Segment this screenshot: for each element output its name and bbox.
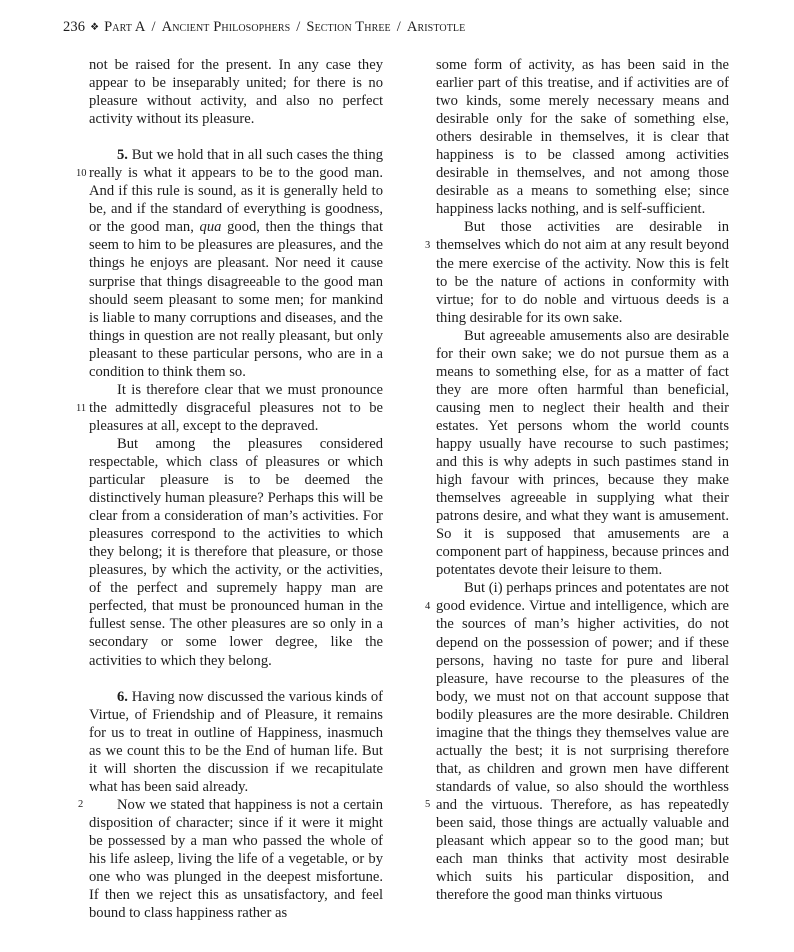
margin-number: 2	[78, 799, 84, 810]
paragraph: not be raised for the present. In any case they appear to be inseparably united; for there is no pleasure without activity, and also no perfect activity without its pleasure.	[89, 57, 383, 128]
header-separator: /	[151, 19, 156, 35]
margin-number: 10	[76, 168, 87, 179]
running-header	[63, 19, 754, 39]
paragraph: some form of activity, as has been said in the earlier part of this treatise, and if activities are of two kinds, some merely necessary means and desirable only for the sake of something else, others desirable in themselves, it is clear that happiness is to be classed among activities desirable in themselves, and not among those desirable as a means to something else; since happiness lacks nothing, and is self-sufficient.	[436, 57, 729, 218]
page-number: 236	[63, 19, 86, 35]
diamond-ornament-icon: ❖	[90, 22, 100, 33]
paragraph-text: good, then the things that seem to him to be pleasures are pleasures, and the things he enjoys are pleasant. Nor need it cause surprise that things disagreeable to the good man should seem pleasant to some men; for mankind is liable to many corruptions and diseases, and the things in question are not really pleasant, but only pleasant to these particular persons, who are in a condition to think them so.	[89, 219, 383, 380]
margin-number: 4	[425, 601, 431, 612]
paragraph: But (i) perhaps princes and potentates are not good evidence. Virtue and intelligence, which are the sources of man’s higher activities, do not depend on the possession of power; and if these persons, having no taste for pure and liberal pleasure, have recourse to the pleasures of the body, we must not on that account suppose that bodily pleasures are the more desirable. Children imagine that the things they themselves value are actually the best; it is not surprising therefore that, as children and grown men have different standards of value, so also should the worthless and the virtuous. Therefore, as has repeatedly been said, those things are actually valuable and pleasant which appear so to the good man; but each man thinks that activity most desirable which suits his particular disposition, and therefore the good man thinks virtuous	[436, 580, 729, 904]
paragraph: But agreeable amusements also are desirable for their own sake; we do not pursue them as a means to something else, for as a matter of fact they are more often harmful than beneficial, causing men to neglect their health and their estates. Yet persons whom the world counts happy usually have recourse to such pastimes; and this is why adepts in such pastimes stand in high favour with princes, because they make themselves agreeable in supplying what their patrons desire, and what they want is amusement. So it is supposed that amusements are a component part of happiness, because princes and potentates devote their leisure to them.	[436, 327, 729, 579]
right-column	[436, 56, 729, 904]
header-separator: /	[396, 19, 401, 35]
header-section-title: Ancient Philosophers	[161, 19, 291, 35]
margin-number: 3	[425, 240, 431, 251]
emphasis-text: qua	[199, 219, 222, 236]
header-author: Aristotle	[406, 19, 466, 35]
paragraph: But those activities are desirable in themselves which do not aim at any result beyond the mere exercise of the activity. Now this is felt to be the nature of actions in conformity with virtue; for to do noble and virtuous deeds is a thing desirable for its own sake.	[436, 219, 729, 326]
header-separator: /	[296, 19, 301, 35]
margin-number: 5	[425, 799, 431, 810]
paragraph-text: Having now discussed the various kinds of Virtue, of Friendship and of Pleasure, it remains for us to treat in outline of Happiness, inasmuch as we count this to be the End of human life. But it will shorten the discussion if we recapitulate what has been said already.	[89, 688, 383, 795]
paragraph: Now we stated that happiness is not a certain disposition of character; since if it were it might be possessed by a man who passed the whole of his life asleep, living the life of a vegetable, or by one who was plunged in the deepest misfortune. If then we reject this as unsatisfactory, and feel bound to class happiness rather as	[89, 796, 383, 922]
margin-number: 11	[76, 403, 87, 414]
section-5-paragraph	[89, 146, 383, 381]
left-column	[89, 56, 383, 922]
paragraph-text: But we hold that in all such cases the thing really is what it appears to be to the good man. And if this rule is sound, as it is generally held to be, and if the standard of everything is goodness, or the good man,	[89, 147, 383, 236]
paragraph: It is therefore clear that we must pronounce the admittedly disgraceful pleasures not to be pleasures at all, except to the depraved.	[89, 381, 383, 434]
paragraph: But among the pleasures considered respectable, which class of pleasures or which particular pleasure is to be deemed the distinctively human pleasure? Perhaps this will be clear from a consideration of man’s activities. For pleasures correspond to the activities to which they belong; it is therefore that pleasure, or those pleasures, by which the activity, or the activities, of the perfect and supremely happy man are perfected, that must be pronounced human in the fullest sense. The other pleasures are so only in a secondary or some lower degree, like the activities to which they belong.	[89, 435, 383, 669]
section-6-paragraph	[89, 688, 383, 796]
header-part: Part A	[104, 19, 146, 35]
section-number: 6.	[117, 688, 128, 705]
section-number: 5.	[117, 147, 128, 164]
header-section: Section Three	[306, 19, 391, 35]
